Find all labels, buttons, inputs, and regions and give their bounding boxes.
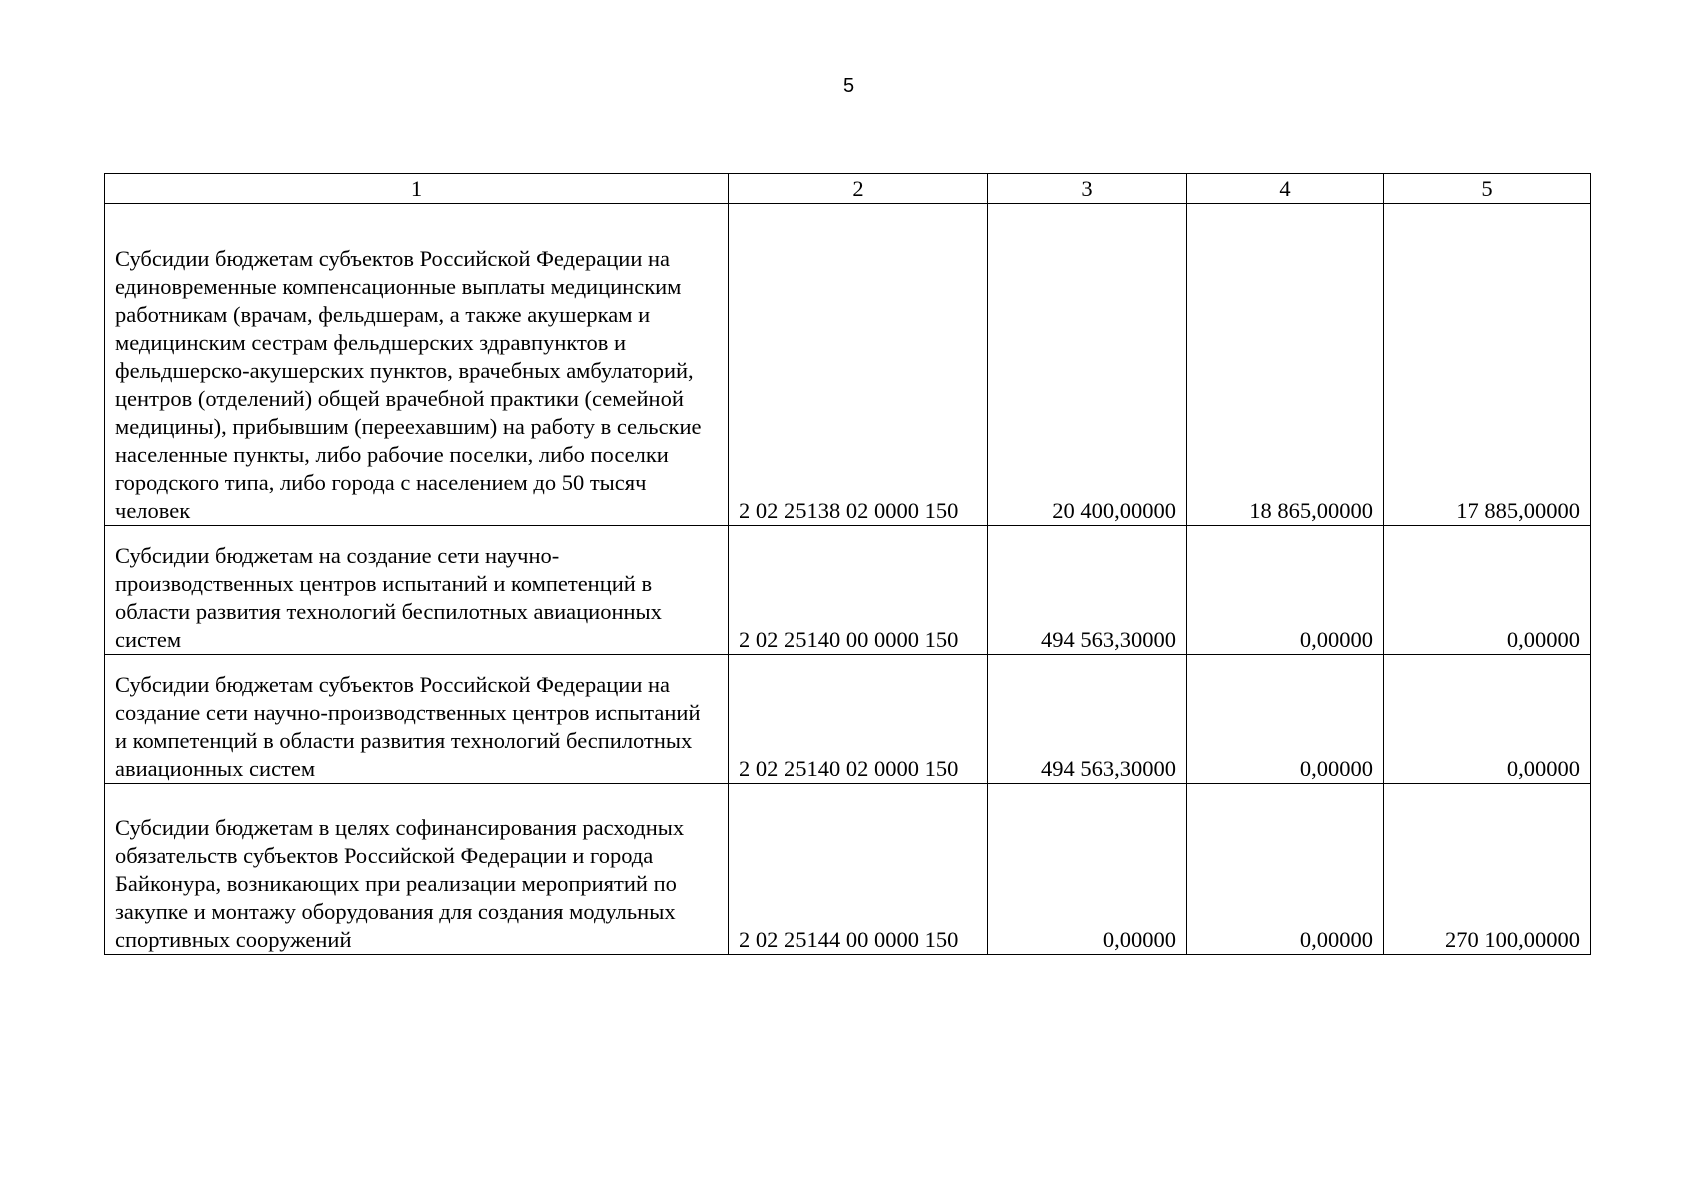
row-value-col4: 18 865,00000 [1187, 204, 1384, 526]
row-value-col3: 0,00000 [988, 784, 1187, 955]
row-value-col4: 0,00000 [1187, 526, 1384, 655]
column-header-4: 4 [1187, 174, 1384, 204]
table-row [105, 526, 1591, 655]
row-value-col4: 0,00000 [1187, 655, 1384, 784]
page-number: 5 [842, 75, 855, 97]
column-header-1: 1 [105, 174, 729, 204]
row-value-col3: 494 563,30000 [988, 526, 1187, 655]
table-row [105, 655, 1591, 784]
row-budget-code: 2 02 25140 00 0000 150 [729, 526, 988, 655]
table-row [105, 204, 1591, 526]
column-header-3: 3 [988, 174, 1187, 204]
table-row [105, 784, 1591, 955]
row-description: Субсидии бюджетам на создание сети научно-производственных центров испытаний и компетенций в области развития технологий беспилотных авиационных систем [105, 526, 729, 655]
row-value-col3: 20 400,00000 [988, 204, 1187, 526]
column-header-5: 5 [1384, 174, 1591, 204]
row-value-col3: 494 563,30000 [988, 655, 1187, 784]
row-budget-code: 2 02 25140 02 0000 150 [729, 655, 988, 784]
row-budget-code: 2 02 25144 00 0000 150 [729, 784, 988, 955]
row-description: Субсидии бюджетам в целях софинансирования расходных обязательств субъектов Российской Федерации и города Байконура, возникающих при реализации мероприятий по закупке и монтажу оборудования для создания модульных спортивных сооружений [105, 784, 729, 955]
row-value-col5: 17 885,00000 [1384, 204, 1591, 526]
row-budget-code: 2 02 25138 02 0000 150 [729, 204, 988, 526]
row-value-col5: 270 100,00000 [1384, 784, 1591, 955]
row-value-col5: 0,00000 [1384, 526, 1591, 655]
budget-table [104, 173, 1591, 955]
row-description: Субсидии бюджетам субъектов Российской Федерации на единовременные компенсационные выплаты медицинским работникам (врачам, фельдшерам, а также акушеркам и медицинским сестрам фельдшерских здравпунктов и фельдшерско-акушерских пунктов, врачебных амбулаторий, центров (отделений) общей врачебной практики (семейной медицины), прибывшим (переехавшим) на работу в сельские населенные пункты, либо рабочие поселки, либо поселки городского типа, либо города с населением до 50 тысяч человек [105, 204, 729, 526]
column-header-2: 2 [729, 174, 988, 204]
table-header-row [105, 174, 1591, 204]
row-value-col5: 0,00000 [1384, 655, 1591, 784]
row-value-col4: 0,00000 [1187, 784, 1384, 955]
row-description: Субсидии бюджетам субъектов Российской Федерации на создание сети научно-производственных центров испытаний и компетенций в области развития технологий беспилотных авиационных систем [105, 655, 729, 784]
